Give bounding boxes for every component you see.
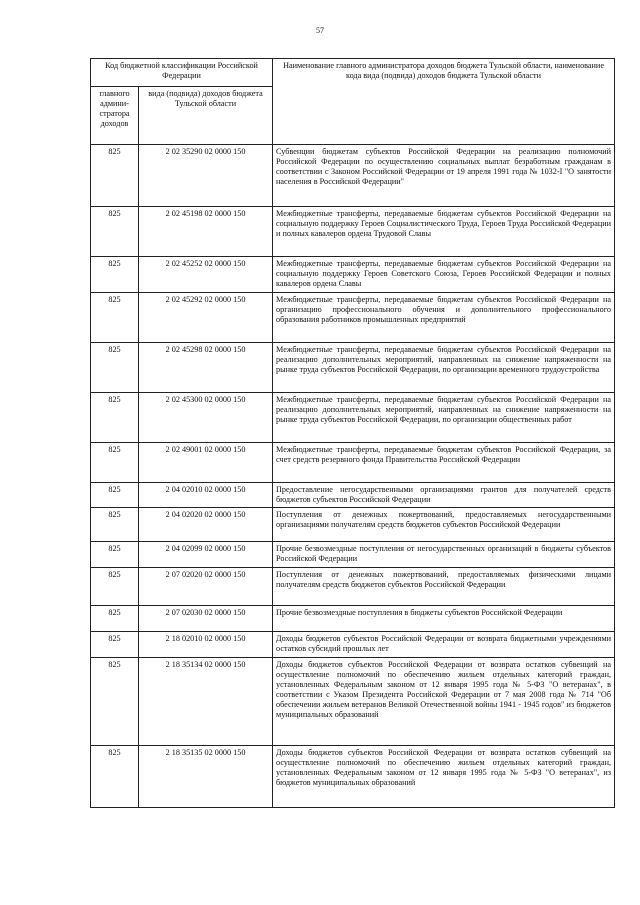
header-classification-code: Код бюджетной классификации Российской Федерации [91,59,273,87]
table-row [91,343,615,393]
admin-code: 825 [91,145,139,207]
income-name: Предоставление негосударственными организациями грантов для получателей средств бюджетов субъектов Российской Федерации [273,483,615,508]
income-name: Доходы бюджетов субъектов Российской Федерации от возврата остатков субвенций на осуществление полномочий по обеспечению жильем отдельных категорий граждан, установленных Федеральным законом от 12 января 1995 года № 5-ФЗ "О ветеранах", из бюджетов муниципальных образований [273,746,615,808]
income-code: 2 02 45198 02 0000 150 [139,207,273,257]
income-code: 2 04 02099 02 0000 150 [139,542,273,568]
admin-code: 825 [91,508,139,542]
income-code: 2 07 02030 02 0000 150 [139,606,273,632]
header-administrator-code: главного админи-стратора доходов [91,87,139,145]
admin-code: 825 [91,393,139,443]
income-name: Прочие безвозмездные поступления в бюджеты субъектов Российской Федерации [273,606,615,632]
table-row [91,483,615,508]
admin-code: 825 [91,606,139,632]
income-code: 2 07 02020 02 0000 150 [139,568,273,606]
admin-code: 825 [91,568,139,606]
admin-code: 825 [91,207,139,257]
admin-code: 825 [91,483,139,508]
admin-code: 825 [91,632,139,658]
income-name: Межбюджетные трансферты, передаваемые бюджетам субъектов Российской Федерации на социальную поддержку Героев Советского Союза, Героев Российской Федерации и полных кавалеров ордена Славы [273,257,615,293]
table-row [91,257,615,293]
income-name: Межбюджетные трансферты, передаваемые бюджетам субъектов Российской Федерации на социальную поддержку Героев Социалистического Труда, Героев Труда Российской Федерации и полных кавалеров ордена Трудовой Славы [273,207,615,257]
income-name: Межбюджетные трансферты, передаваемые бюджетам субъектов Российской Федерации на реализацию дополнительных мероприятий, направленных на снижение напряженности на рынке труда субъектов Российской Федерации, по организации общественных работ [273,393,615,443]
income-code: 2 04 02010 02 0000 150 [139,483,273,508]
income-code: 2 02 45298 02 0000 150 [139,343,273,393]
admin-code: 825 [91,293,139,343]
table-row [91,746,615,808]
income-code: 2 02 35290 02 0000 150 [139,145,273,207]
table-row [91,606,615,632]
table-row [91,632,615,658]
income-code: 2 04 02020 02 0000 150 [139,508,273,542]
table-row [91,568,615,606]
income-name: Межбюджетные трансферты, передаваемые бюджетам субъектов Российской Федерации на организацию профессионального обучения и дополнительного профессионального образования работников промышленных предприятий [273,293,615,343]
budget-classification-table [90,58,615,808]
income-name: Доходы бюджетов субъектов Российской Федерации от возврата бюджетными учреждениями остатков субсидий прошлых лет [273,632,615,658]
income-name: Поступления от денежных пожертвований, предоставляемых физическими лицами получателям средств бюджетов субъектов Российской Федерации [273,568,615,606]
table-row [91,207,615,257]
table-row [91,508,615,542]
table-row [91,443,615,483]
table-row [91,393,615,443]
income-code: 2 18 35134 02 0000 150 [139,658,273,746]
admin-code: 825 [91,257,139,293]
income-name: Субвенции бюджетам субъектов Российской Федерации на реализацию полномочий Российской Федерации по осуществлению социальных выплат безработным гражданам в соответствии с Законом Российской Федерации от 19 апреля 1991 года № 1032-I "О занятости населения в Российской Федерации" [273,145,615,207]
header-name: Наименование главного администратора доходов бюджета Тульской области, наименование кода вида (подвида) доходов бюджета Тульской области [273,59,615,145]
table-row [91,145,615,207]
income-code: 2 02 49001 02 0000 150 [139,443,273,483]
income-code: 2 18 02010 02 0000 150 [139,632,273,658]
income-code: 2 02 45252 02 0000 150 [139,257,273,293]
admin-code: 825 [91,658,139,746]
income-name: Межбюджетные трансферты, передаваемые бюджетам субъектов Российской Федерации на реализацию дополнительных мероприятий, направленных на снижение напряженности на рынке труда субъектов Российской Федерации, по организации временного трудоустройства [273,343,615,393]
income-name: Прочие безвозмездные поступления от негосударственных организаций в бюджеты субъектов Российской Федерации [273,542,615,568]
income-name: Межбюджетные трансферты, передаваемые бюджетам субъектов Российской Федерации, за счет средств резервного фонда Правительства Российской Федерации [273,443,615,483]
admin-code: 825 [91,343,139,393]
admin-code: 825 [91,542,139,568]
table-row [91,542,615,568]
page-number: 57 [316,26,324,35]
income-code: 2 02 45300 02 0000 150 [139,393,273,443]
header-income-type-code: вида (подвида) доходов бюджета Тульской области [139,87,273,145]
income-name: Поступления от денежных пожертвований, предоставляемых негосударственными организациями получателям средств бюджетов субъектов Российской Федерации [273,508,615,542]
table-row [91,293,615,343]
income-code: 2 02 45292 02 0000 150 [139,293,273,343]
admin-code: 825 [91,746,139,808]
admin-code: 825 [91,443,139,483]
table-row [91,658,615,746]
income-code: 2 18 35135 02 0000 150 [139,746,273,808]
income-name: Доходы бюджетов субъектов Российской Федерации от возврата остатков субвенций на осуществление полномочий по обеспечению жильем отдельных категорий граждан, установленных Федеральным законом от 12 января 1995 года № 5-ФЗ "О ветеранах", в соответствии с Указом Президента Российской Федерации от 7 мая 2008 года № 714 "Об обеспечении жильем ветеранов Великой Отечественной войны 1941 - 1945 годов" из бюджетов муниципальных образований [273,658,615,746]
